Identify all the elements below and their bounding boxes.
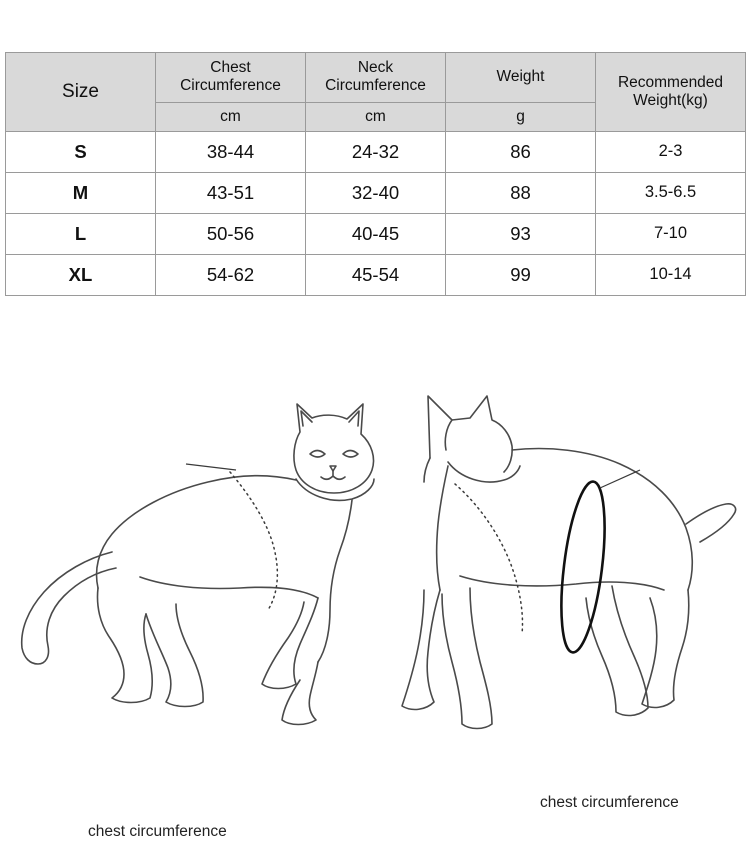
size-table <box>5 52 746 296</box>
cell-recommended-weight: 10-14 <box>596 254 746 295</box>
cell-neck: 45-54 <box>306 254 446 295</box>
dog-caption-leader-line <box>600 470 640 488</box>
table-row <box>6 172 746 213</box>
dog-chest-measure-dashed <box>455 484 523 634</box>
cell-recommended-weight: 3.5-6.5 <box>596 172 746 213</box>
header-chest-line1: Chest <box>210 59 251 76</box>
header-weight: Weight <box>446 53 596 103</box>
cell-chest: 50-56 <box>156 213 306 254</box>
header-rec-line1: Recommended <box>617 73 724 91</box>
table-row <box>6 254 746 295</box>
header-recommended-weight <box>596 53 746 132</box>
cell-recommended-weight: 7-10 <box>596 213 746 254</box>
cell-size: XL <box>6 254 156 295</box>
cell-weight: 99 <box>446 254 596 295</box>
unit-weight: g <box>446 102 596 131</box>
cell-neck: 40-45 <box>306 213 446 254</box>
table-row <box>6 131 746 172</box>
dog-outline <box>402 396 736 729</box>
header-neck-line1: Neck <box>357 59 394 76</box>
dog-chest-circumference-ellipse <box>554 479 613 654</box>
unit-neck: cm <box>306 102 446 131</box>
header-chest-circumference <box>156 53 306 103</box>
cell-recommended-weight: 2-3 <box>596 131 746 172</box>
cell-weight: 86 <box>446 131 596 172</box>
cell-chest: 38-44 <box>156 131 306 172</box>
table-row <box>6 213 746 254</box>
unit-chest: cm <box>156 102 306 131</box>
table-header-row <box>6 53 746 103</box>
cell-weight: 88 <box>446 172 596 213</box>
cell-chest: 54-62 <box>156 254 306 295</box>
cell-size: S <box>6 131 156 172</box>
header-size: Size <box>6 53 156 132</box>
illustration-svg <box>0 362 750 750</box>
size-table-container <box>5 52 745 296</box>
header-neck-line2: Circumference <box>325 77 426 95</box>
cell-weight: 93 <box>446 213 596 254</box>
cell-neck: 24-32 <box>306 131 446 172</box>
cell-size: M <box>6 172 156 213</box>
cat-outline <box>22 404 374 725</box>
dog-chest-circumference-label: chest circumference <box>540 794 679 811</box>
header-chest-line2: Circumference <box>180 77 281 95</box>
header-rec-line2: Weight(kg) <box>633 91 708 109</box>
cell-neck: 32-40 <box>306 172 446 213</box>
header-neck-circumference <box>306 53 446 103</box>
cell-chest: 43-51 <box>156 172 306 213</box>
measurement-illustration <box>0 362 750 840</box>
cell-size: L <box>6 213 156 254</box>
cat-chest-circumference-label: chest circumference <box>88 823 227 840</box>
